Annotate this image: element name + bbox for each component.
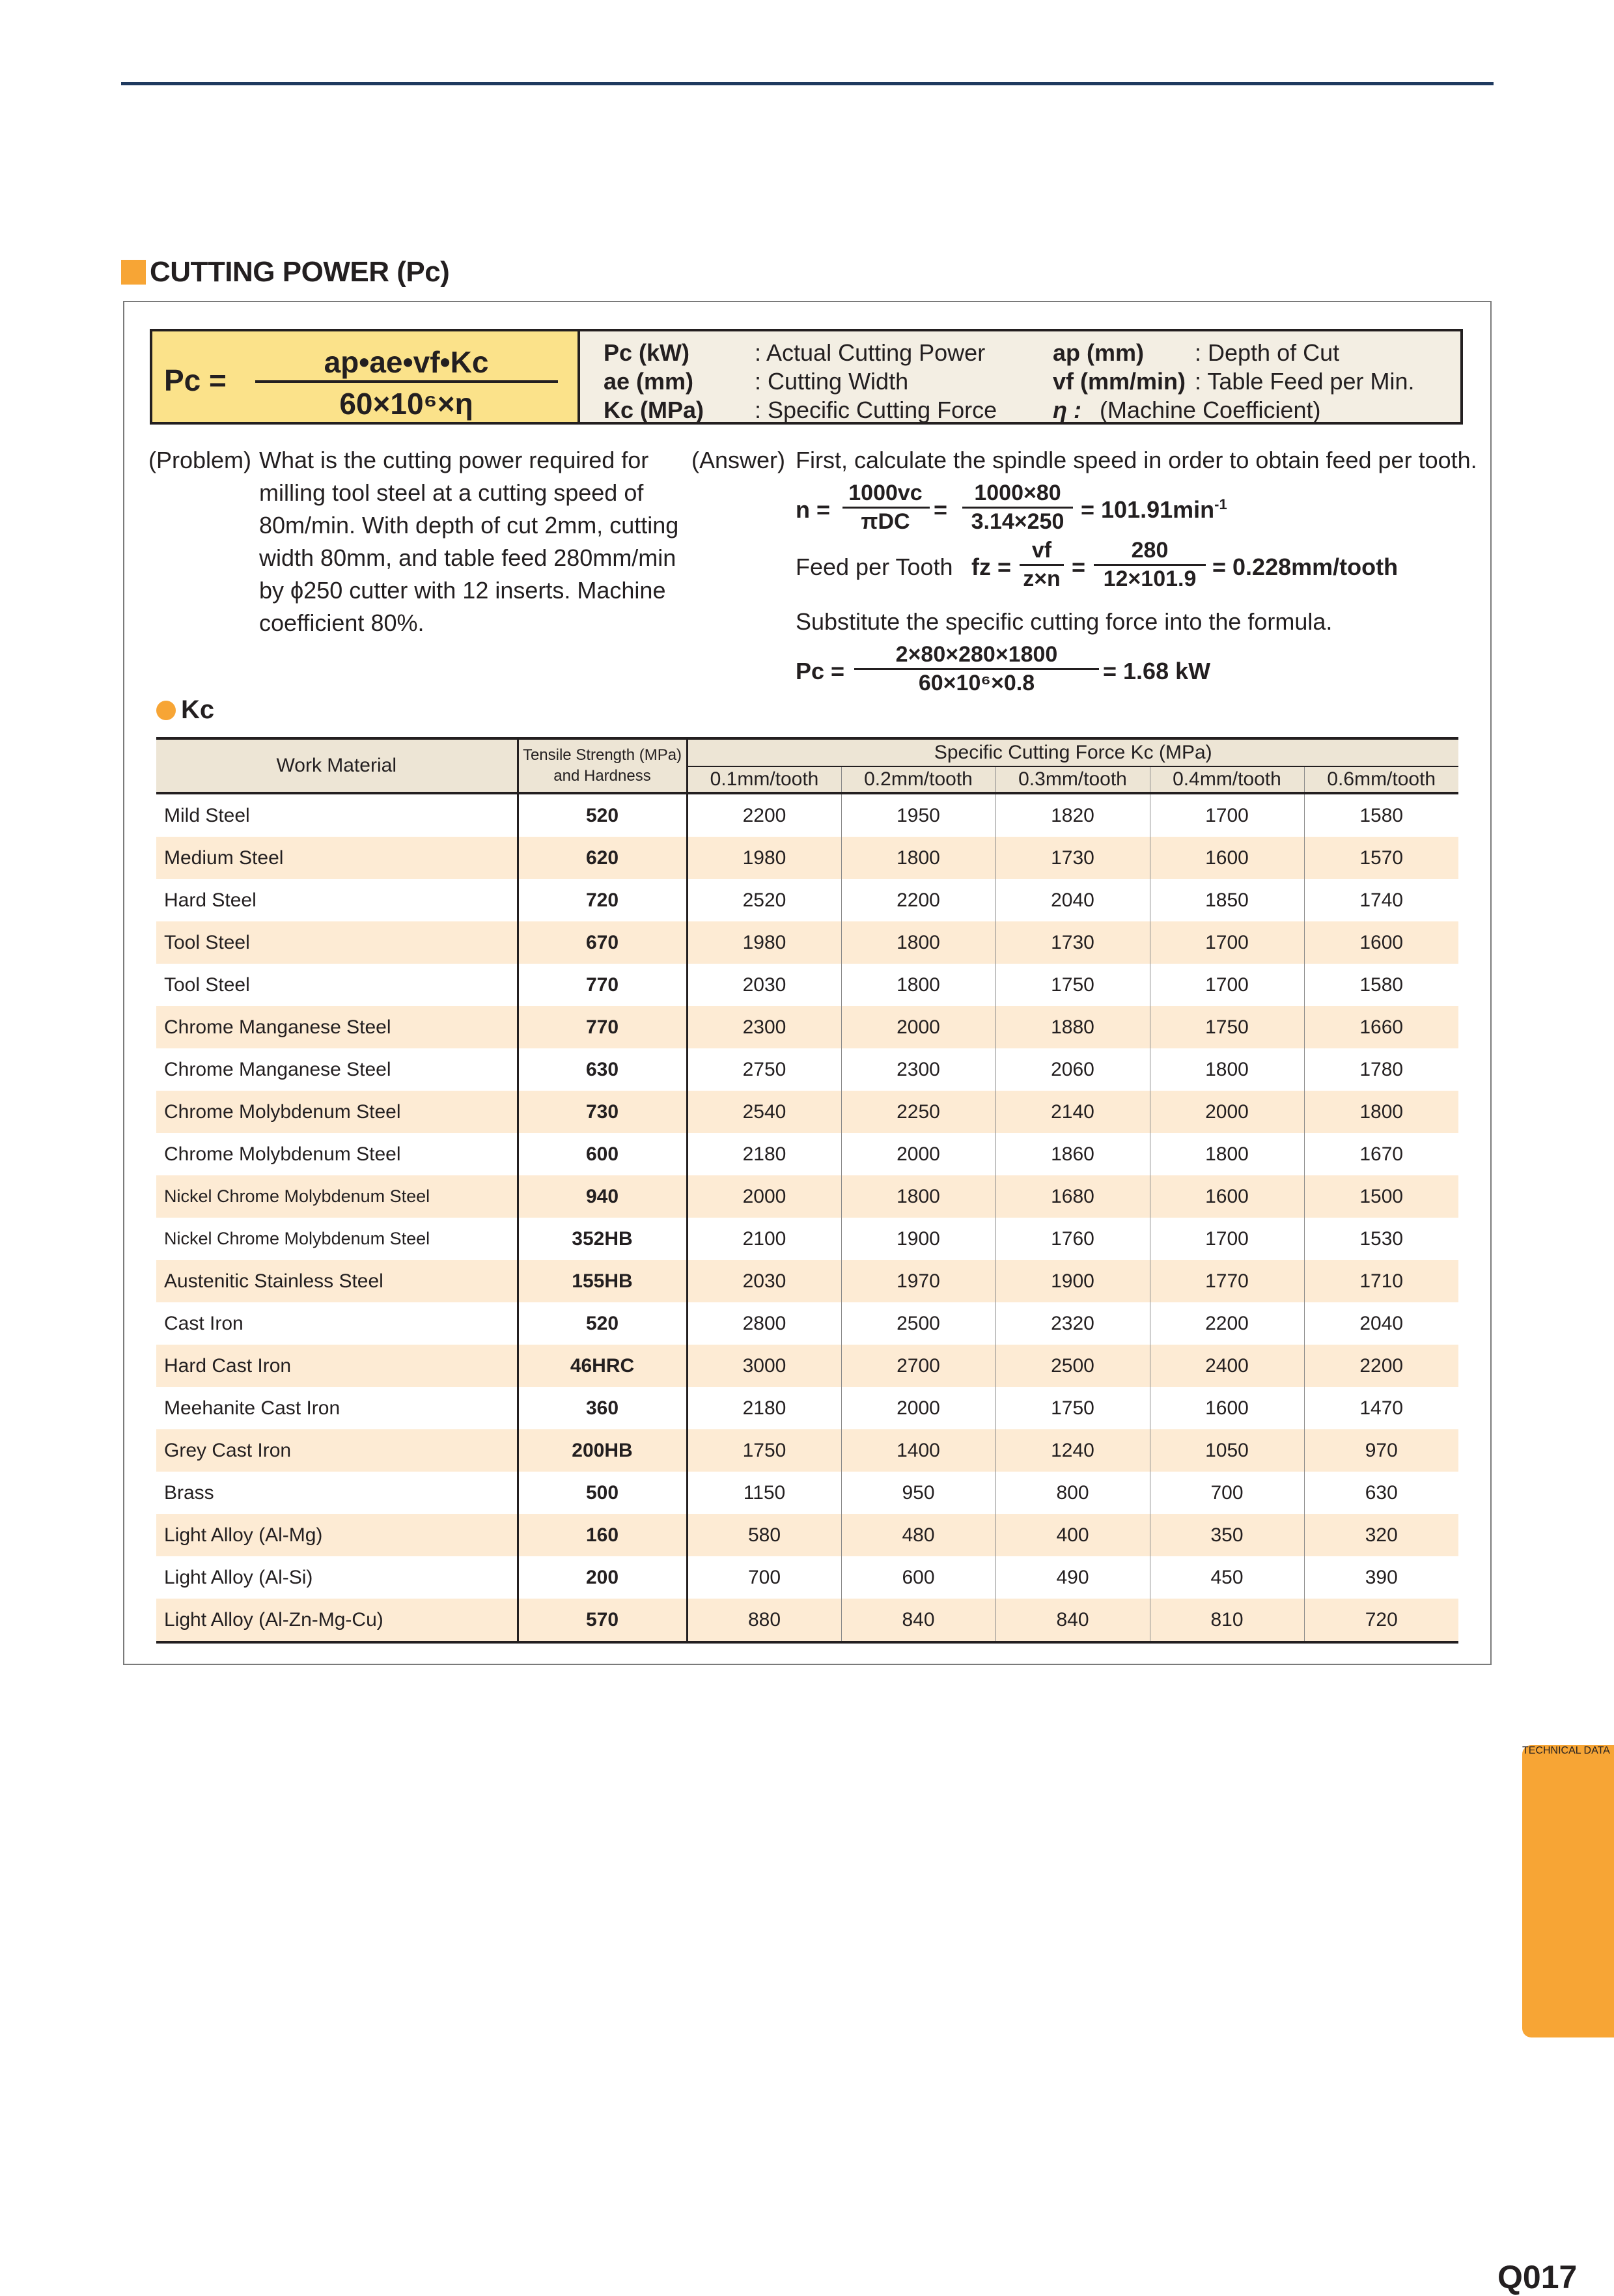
- legend-symbol: η :: [1053, 397, 1081, 423]
- cell-cutting-force: 1050: [1150, 1429, 1304, 1472]
- fraction-bar: [962, 507, 1073, 509]
- cell-cutting-force: 1750: [1150, 1006, 1304, 1048]
- cell-cutting-force: 1730: [995, 837, 1150, 879]
- fz-numerator-value: 280: [1131, 538, 1169, 563]
- cell-cutting-force: 1680: [995, 1175, 1150, 1218]
- cell-cutting-force: 1860: [995, 1133, 1150, 1175]
- table-row: [156, 1472, 1458, 1514]
- cell-cutting-force: 840: [841, 1599, 995, 1642]
- cell-cutting-force: 320: [1304, 1514, 1458, 1556]
- cell-cutting-force: 1660: [1304, 1006, 1458, 1048]
- cell-cutting-force: 2800: [687, 1302, 841, 1345]
- fraction-bar: [854, 668, 1099, 670]
- table-row: [156, 1218, 1458, 1260]
- cell-cutting-force: 1580: [1304, 793, 1458, 837]
- substitute-text: Substitute the specific cutting force into the formula.: [796, 608, 1333, 635]
- cell-cutting-force: 2200: [1150, 1302, 1304, 1345]
- cell-cutting-force: 600: [841, 1556, 995, 1599]
- cell-cutting-force: 2300: [841, 1048, 995, 1091]
- cell-cutting-force: 1800: [841, 1175, 995, 1218]
- legend-symbol: vf (mm/min): [1053, 368, 1186, 395]
- cell-work-material: Light Alloy (Al-Si): [156, 1556, 518, 1599]
- equals-sign: =: [1072, 553, 1086, 580]
- cell-cutting-force: 2750: [687, 1048, 841, 1091]
- pc-lhs: Pc =: [796, 658, 845, 684]
- table-row: [156, 793, 1458, 837]
- cell-cutting-force: 880: [687, 1599, 841, 1642]
- cell-cutting-force: 2030: [687, 1260, 841, 1302]
- orange-square-icon: [121, 260, 146, 285]
- pc-numerator: 2×80×280×1800: [895, 642, 1058, 667]
- cell-cutting-force: 970: [1304, 1429, 1458, 1472]
- cell-cutting-force: 480: [841, 1514, 995, 1556]
- cell-cutting-force: 1800: [841, 921, 995, 964]
- orange-dot-icon: [156, 701, 176, 720]
- cell-cutting-force: 2060: [995, 1048, 1150, 1091]
- cell-cutting-force: 2180: [687, 1387, 841, 1429]
- cell-work-material: Chrome Manganese Steel: [156, 1048, 518, 1091]
- header-tensile-line1: Tensile Strength (MPa): [522, 746, 682, 764]
- cell-work-material: Cast Iron: [156, 1302, 518, 1345]
- cell-tensile-strength: 360: [518, 1387, 687, 1429]
- cell-cutting-force: 2250: [841, 1091, 995, 1133]
- table-row: [156, 1091, 1458, 1133]
- cell-work-material: Hard Cast Iron: [156, 1345, 518, 1387]
- problem-line: width 80mm, and table feed 280mm/min: [259, 544, 676, 571]
- table-row: [156, 1006, 1458, 1048]
- table-row: [156, 1302, 1458, 1345]
- cell-cutting-force: 1770: [1150, 1260, 1304, 1302]
- table-row: [156, 1429, 1458, 1472]
- cell-cutting-force: 1150: [687, 1472, 841, 1514]
- header-feed: 0.2mm/tooth: [841, 766, 995, 793]
- cell-tensile-strength: 570: [518, 1599, 687, 1642]
- cell-cutting-force: 2000: [841, 1387, 995, 1429]
- formula-lhs: Pc =: [164, 363, 227, 397]
- equals-sign: =: [934, 496, 948, 523]
- cell-cutting-force: 720: [1304, 1599, 1458, 1642]
- cell-work-material: Hard Steel: [156, 879, 518, 921]
- cell-cutting-force: 2400: [1150, 1345, 1304, 1387]
- cell-tensile-strength: 46HRC: [518, 1345, 687, 1387]
- cell-cutting-force: 2200: [687, 793, 841, 837]
- cell-work-material: Chrome Molybdenum Steel: [156, 1133, 518, 1175]
- problem-line: What is the cutting power required for: [259, 447, 649, 473]
- cell-cutting-force: 1600: [1304, 921, 1458, 964]
- fz-result: = 0.228mm/tooth: [1212, 553, 1398, 580]
- cell-cutting-force: 450: [1150, 1556, 1304, 1599]
- cell-cutting-force: 1530: [1304, 1218, 1458, 1260]
- fz-numerator: vf: [1031, 538, 1052, 563]
- answer-intro: First, calculate the spindle speed in order to obtain feed per tooth.: [796, 447, 1477, 473]
- cell-cutting-force: 580: [687, 1514, 841, 1556]
- cell-cutting-force: 2500: [841, 1302, 995, 1345]
- cell-cutting-force: 1750: [995, 1387, 1150, 1429]
- cell-cutting-force: 1820: [995, 793, 1150, 837]
- legend-symbol: ap (mm): [1053, 339, 1145, 366]
- cell-tensile-strength: 160: [518, 1514, 687, 1556]
- problem-line: 80m/min. With depth of cut 2mm, cutting: [259, 512, 679, 539]
- section-title-text: CUTTING POWER (Pc): [150, 256, 450, 288]
- cell-cutting-force: 2000: [1150, 1091, 1304, 1133]
- n-denominator: πDC: [861, 509, 910, 534]
- cell-cutting-force: 1800: [1304, 1091, 1458, 1133]
- cell-cutting-force: 2180: [687, 1133, 841, 1175]
- cell-cutting-force: 400: [995, 1514, 1150, 1556]
- header-tensile-line2: and Hardness: [553, 767, 651, 785]
- cell-tensile-strength: 500: [518, 1472, 687, 1514]
- cell-tensile-strength: 200HB: [518, 1429, 687, 1472]
- legend-symbol: ae (mm): [604, 368, 694, 395]
- cell-cutting-force: 1730: [995, 921, 1150, 964]
- n-result-value: = 101.91min: [1081, 496, 1215, 523]
- header-feed: 0.3mm/tooth: [995, 766, 1150, 793]
- legend-definition: (Machine Coefficient): [1100, 397, 1321, 423]
- cell-cutting-force: 630: [1304, 1472, 1458, 1514]
- cell-cutting-force: 700: [1150, 1472, 1304, 1514]
- cell-cutting-force: 2200: [1304, 1345, 1458, 1387]
- kc-table: [156, 737, 1458, 1644]
- cell-cutting-force: 800: [995, 1472, 1150, 1514]
- cell-cutting-force: 3000: [687, 1345, 841, 1387]
- cell-cutting-force: 2000: [841, 1133, 995, 1175]
- cell-work-material: Brass: [156, 1472, 518, 1514]
- problem-line: coefficient 80%.: [259, 609, 424, 636]
- legend-definition: : Specific Cutting Force: [755, 397, 997, 423]
- table-row: [156, 1175, 1458, 1218]
- cell-cutting-force: 1700: [1150, 793, 1304, 837]
- cell-work-material: Mild Steel: [156, 793, 518, 837]
- n-result: [1081, 496, 1227, 524]
- cell-cutting-force: 1800: [841, 964, 995, 1006]
- cell-tensile-strength: 200: [518, 1556, 687, 1599]
- cell-tensile-strength: 770: [518, 964, 687, 1006]
- cell-tensile-strength: 940: [518, 1175, 687, 1218]
- problem-label: (Problem): [148, 447, 252, 473]
- cell-cutting-force: 2320: [995, 1302, 1150, 1345]
- cell-cutting-force: 950: [841, 1472, 995, 1514]
- cell-cutting-force: 350: [1150, 1514, 1304, 1556]
- cell-cutting-force: 2000: [841, 1006, 995, 1048]
- side-tab: [1522, 1745, 1614, 2037]
- page-number: Q017: [1497, 2259, 1578, 2295]
- cell-cutting-force: 1900: [995, 1260, 1150, 1302]
- cell-tensile-strength: 600: [518, 1133, 687, 1175]
- table-row: [156, 1514, 1458, 1556]
- cell-cutting-force: 2500: [995, 1345, 1150, 1387]
- table-row: [156, 1556, 1458, 1599]
- cell-cutting-force: 1600: [1150, 1175, 1304, 1218]
- cell-cutting-force: 1740: [1304, 879, 1458, 921]
- cell-cutting-force: 1750: [687, 1429, 841, 1472]
- cell-cutting-force: 1970: [841, 1260, 995, 1302]
- cell-work-material: Grey Cast Iron: [156, 1429, 518, 1472]
- table-row: [156, 1048, 1458, 1091]
- cell-cutting-force: 2040: [1304, 1302, 1458, 1345]
- cell-tensile-strength: 720: [518, 879, 687, 921]
- cell-cutting-force: 1600: [1150, 1387, 1304, 1429]
- header-feed: 0.6mm/tooth: [1304, 766, 1458, 793]
- header-tensile-strength: [518, 738, 687, 793]
- legend-definition: : Depth of Cut: [1195, 339, 1340, 366]
- cell-work-material: Nickel Chrome Molybdenum Steel: [156, 1175, 518, 1218]
- n-result-exponent: -1: [1214, 496, 1227, 512]
- kc-table-body: [156, 793, 1458, 1642]
- kc-title: [156, 695, 214, 725]
- top-rule: [121, 82, 1494, 85]
- cell-cutting-force: 1800: [1150, 1133, 1304, 1175]
- cell-tensile-strength: 730: [518, 1091, 687, 1133]
- cell-tensile-strength: 620: [518, 837, 687, 879]
- kc-title-text: Kc: [181, 695, 215, 724]
- n-denominator-value: 3.14×250: [971, 509, 1064, 534]
- header-work-material: Work Material: [156, 738, 518, 793]
- header-specific-cutting-force: Specific Cutting Force Kc (MPa): [687, 738, 1458, 766]
- cell-cutting-force: 1600: [1150, 837, 1304, 879]
- cell-cutting-force: 1800: [841, 837, 995, 879]
- cell-work-material: Light Alloy (Al-Mg): [156, 1514, 518, 1556]
- fz-denominator-value: 12×101.9: [1103, 567, 1197, 591]
- cell-cutting-force: 1780: [1304, 1048, 1458, 1091]
- section-title: [121, 256, 449, 288]
- cell-cutting-force: 1580: [1304, 964, 1458, 1006]
- cell-work-material: Chrome Molybdenum Steel: [156, 1091, 518, 1133]
- cell-cutting-force: 2000: [687, 1175, 841, 1218]
- fraction-bar: [842, 507, 930, 509]
- cell-cutting-force: 2300: [687, 1006, 841, 1048]
- table-row: [156, 1345, 1458, 1387]
- cell-cutting-force: 1760: [995, 1218, 1150, 1260]
- side-tab-label: TECHNICAL DATA: [1522, 1745, 1610, 1756]
- cell-tensile-strength: 630: [518, 1048, 687, 1091]
- n-numerator-value: 1000×80: [974, 481, 1061, 505]
- cell-cutting-force: 1240: [995, 1429, 1150, 1472]
- table-row: [156, 879, 1458, 921]
- cell-cutting-force: 1880: [995, 1006, 1150, 1048]
- table-row: [156, 1387, 1458, 1429]
- legend-definition: : Actual Cutting Power: [755, 339, 986, 366]
- cell-cutting-force: 390: [1304, 1556, 1458, 1599]
- cell-cutting-force: 1500: [1304, 1175, 1458, 1218]
- cell-tensile-strength: 520: [518, 1302, 687, 1345]
- n-numerator: 1000vc: [848, 481, 923, 505]
- formula-fraction-bar: [255, 380, 558, 383]
- formula-box: [150, 329, 580, 425]
- table-row: [156, 1260, 1458, 1302]
- cell-cutting-force: 1470: [1304, 1387, 1458, 1429]
- cell-cutting-force: 1980: [687, 921, 841, 964]
- cell-cutting-force: 840: [995, 1599, 1150, 1642]
- cell-cutting-force: 1950: [841, 793, 995, 837]
- cell-cutting-force: 2540: [687, 1091, 841, 1133]
- cell-cutting-force: 1900: [841, 1218, 995, 1260]
- cell-cutting-force: 810: [1150, 1599, 1304, 1642]
- header-feed: 0.4mm/tooth: [1150, 766, 1304, 793]
- cell-cutting-force: 1670: [1304, 1133, 1458, 1175]
- cell-work-material: Chrome Manganese Steel: [156, 1006, 518, 1048]
- fz-lhs: fz =: [971, 553, 1012, 580]
- answer-label: (Answer): [691, 447, 786, 473]
- cell-tensile-strength: 770: [518, 1006, 687, 1048]
- cell-tensile-strength: 670: [518, 921, 687, 964]
- cell-cutting-force: 1570: [1304, 837, 1458, 879]
- problem-line: by ϕ250 cutter with 12 inserts. Machine: [259, 577, 666, 604]
- pc-result: = 1.68 kW: [1103, 658, 1211, 684]
- cell-cutting-force: 2200: [841, 879, 995, 921]
- cell-cutting-force: 2040: [995, 879, 1150, 921]
- cell-tensile-strength: 520: [518, 793, 687, 837]
- cell-work-material: Tool Steel: [156, 921, 518, 964]
- table-row: [156, 837, 1458, 879]
- cell-tensile-strength: 155HB: [518, 1260, 687, 1302]
- cell-cutting-force: 2100: [687, 1218, 841, 1260]
- problem-line: milling tool steel at a cutting speed of: [259, 479, 644, 506]
- cell-cutting-force: 1750: [995, 964, 1150, 1006]
- cell-cutting-force: 1700: [1150, 964, 1304, 1006]
- cell-cutting-force: 700: [687, 1556, 841, 1599]
- cell-cutting-force: 2140: [995, 1091, 1150, 1133]
- formula-numerator: ap•ae•vf•Kc: [324, 345, 489, 379]
- legend-box: [580, 329, 1463, 425]
- cell-cutting-force: 1700: [1150, 921, 1304, 964]
- cell-work-material: Meehanite Cast Iron: [156, 1387, 518, 1429]
- cell-cutting-force: 2030: [687, 964, 841, 1006]
- cell-cutting-force: 2700: [841, 1345, 995, 1387]
- header-feed: 0.1mm/tooth: [687, 766, 841, 793]
- table-row: [156, 1599, 1458, 1642]
- cell-work-material: Nickel Chrome Molybdenum Steel: [156, 1218, 518, 1260]
- feed-per-tooth-label: Feed per Tooth: [796, 553, 953, 580]
- fraction-bar: [1094, 564, 1206, 566]
- cell-work-material: Medium Steel: [156, 837, 518, 879]
- pc-denominator: 60×10⁶×0.8: [918, 671, 1035, 695]
- cell-cutting-force: 1980: [687, 837, 841, 879]
- table-row: [156, 964, 1458, 1006]
- formula-denominator: 60×10⁶×η: [339, 387, 473, 421]
- table-row: [156, 921, 1458, 964]
- cell-cutting-force: 1710: [1304, 1260, 1458, 1302]
- cell-cutting-force: 1700: [1150, 1218, 1304, 1260]
- cell-work-material: Tool Steel: [156, 964, 518, 1006]
- legend-definition: : Cutting Width: [755, 368, 909, 395]
- cell-work-material: Light Alloy (Al-Zn-Mg-Cu): [156, 1599, 518, 1642]
- table-row: [156, 1133, 1458, 1175]
- legend-symbol: Kc (MPa): [604, 397, 704, 423]
- cell-cutting-force: 1850: [1150, 879, 1304, 921]
- fraction-bar: [1020, 564, 1064, 566]
- cell-cutting-force: 490: [995, 1556, 1150, 1599]
- cell-tensile-strength: 352HB: [518, 1218, 687, 1260]
- n-lhs: n =: [796, 496, 831, 523]
- fz-denominator: z×n: [1023, 567, 1061, 591]
- legend-definition: : Table Feed per Min.: [1195, 368, 1415, 395]
- cell-cutting-force: 1400: [841, 1429, 995, 1472]
- cell-work-material: Austenitic Stainless Steel: [156, 1260, 518, 1302]
- cell-cutting-force: 2520: [687, 879, 841, 921]
- legend-symbol: Pc (kW): [604, 339, 690, 366]
- cell-cutting-force: 1800: [1150, 1048, 1304, 1091]
